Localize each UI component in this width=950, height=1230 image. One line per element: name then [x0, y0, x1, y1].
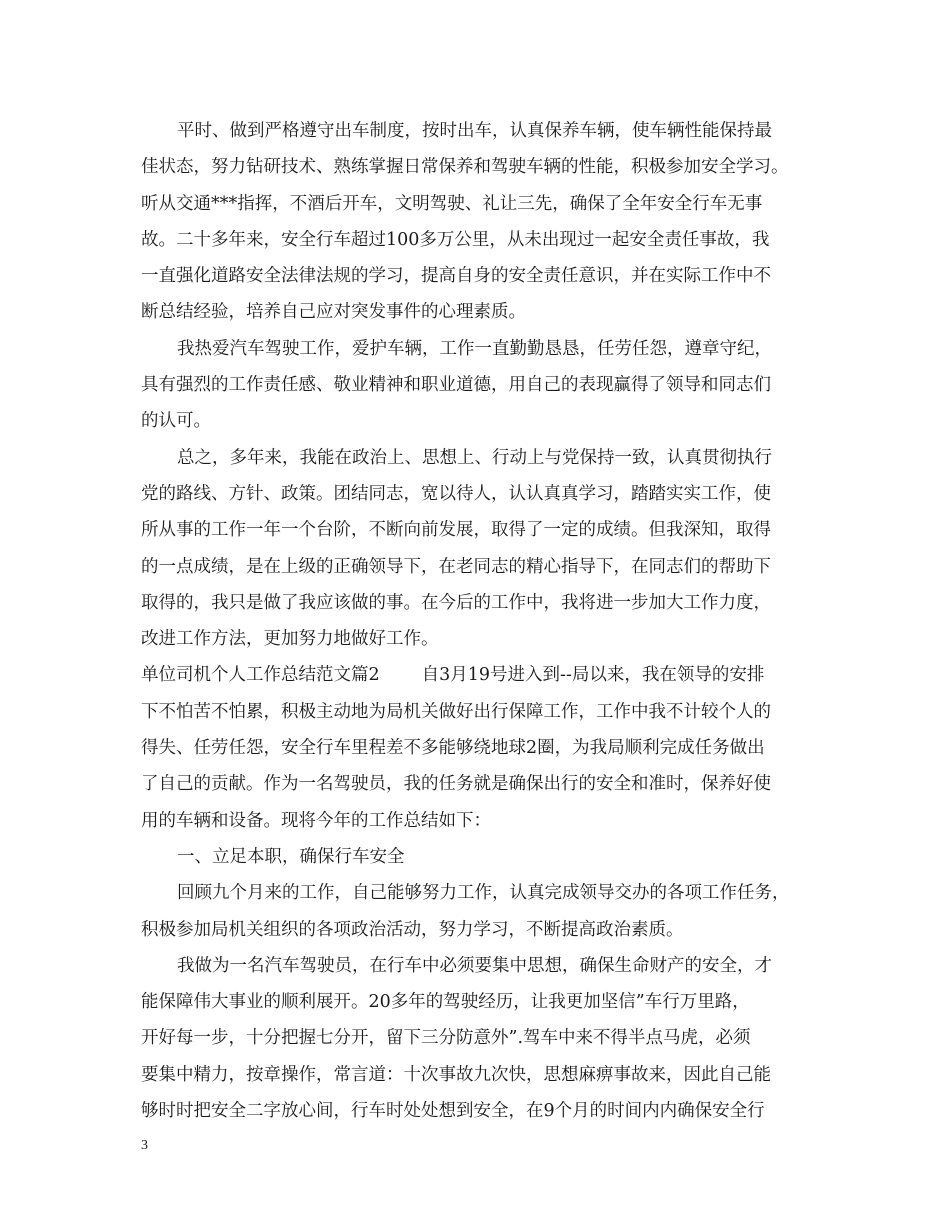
- document-body: [141, 113, 831, 1129]
- text-line: 佳状态，努力钻研技术、熟练掌握日常保养和驾驶车辆的性能，积极参加安全学习。: [141, 157, 789, 178]
- text-line: 听从交通***指挥，不酒后开车，文明驾驶、礼让三先，确保了全年安全行车无事: [141, 193, 763, 214]
- text-line: 够时时把安全二字放心间，行车时处处想到安全，在9个月的时间内内确保安全行: [141, 1101, 765, 1122]
- paragraph-4: [141, 657, 831, 838]
- text-line: 积极参加局机关组织的各项政治活动，努力学习，不断提高政治素质。: [141, 919, 684, 940]
- paragraph-5: [141, 839, 831, 875]
- text-line: 我热爱汽车驾驶工作，爱护车辆，工作一直勤勤恳恳，任劳任怨，遵章守纪，: [177, 338, 772, 359]
- text-fragment: 自3月19号进入到--局以来，我在领导的安排: [421, 665, 765, 686]
- text-line: 党的路线、方针、政策。团结同志，宽以待人，认认真真学习，踏踏实实工作，使: [141, 483, 771, 504]
- text-line: 一直强化道路安全法律法规的学习，提高自身的安全责任意识，并在实际工作中不: [141, 266, 771, 287]
- text-line: 平时、做到严格遵守出车制度，按时出车，认真保养车辆，使车辆性能保持最: [177, 121, 772, 141]
- subsection-title: 一、立足本职，确保行车安全: [177, 846, 405, 867]
- text-line: 改进工作方法，更加努力地做好工作。: [141, 629, 439, 650]
- text-line: 用的车辆和设备。现将今年的工作总结如下：: [141, 810, 491, 831]
- text-line: 的认可。: [141, 411, 211, 432]
- paragraph-6: [141, 875, 831, 948]
- text-line: 开好每一步，十分把握七分开，留下三分防意外”.驾车中来不得半点马虎，必须: [141, 1028, 751, 1049]
- text-line: 的一点成绩，是在上级的正确领导下，在老同志的精心指导下，在同志们的帮助下: [141, 556, 771, 577]
- page-number: 3: [141, 1138, 148, 1153]
- text-line: 具有强烈的工作责任感、敬业精神和职业道德，用自己的表现赢得了领导和同志们: [141, 375, 771, 396]
- paragraph-1: [141, 113, 831, 331]
- paragraph-3: [141, 440, 831, 658]
- section-heading: 单位司机个人工作总结范文篇2: [141, 665, 380, 686]
- text-line: 断总结经验，培养自己应对突发事件的心理素质。: [141, 302, 526, 323]
- text-line: 了自己的贡献。作为一名驾驶员，我的任务就是确保出行的安全和准时，保养好使: [141, 774, 771, 795]
- text-line: 能保障伟大事业的顺利展开。20多年的驾驶经历，让我更加坚信”车行万里路，: [141, 992, 750, 1013]
- text-line: 所从事的工作一年一个台阶，不断向前发展，取得了一定的成绩。但我深知，取得: [141, 520, 771, 541]
- paragraph-2: [141, 331, 831, 440]
- text-line: 回顾九个月来的工作，自己能够努力工作，认真完成领导交办的各项工作任务，: [177, 883, 790, 904]
- section-heading-line: [141, 657, 831, 693]
- text-line: 要集中精力，按章操作，常言道：十次事故九次快，思想麻痹事故来，因此自己能: [141, 1064, 771, 1085]
- text-line: 总之，多年来，我能在政治上、思想上、行动上与党保持一致，认真贯彻执行: [177, 447, 772, 468]
- text-line: 得失、任劳任怨，安全行车里程差不多能够绕地球2圈，为我局顺利完成任务做出: [141, 738, 765, 759]
- text-line: 下不怕苦不怕累，积极主动地为局机关做好出行保障工作，工作中我不计较个人的: [141, 701, 771, 722]
- paragraph-7: [141, 948, 831, 1129]
- text-line: 故。二十多年来，安全行车超过100多万公里，从未出现过一起安全责任事故，我: [141, 229, 770, 250]
- text-line: 取得的，我只是做了我应该做的事。在今后的工作中，我将进一步加大工作力度，: [141, 592, 771, 613]
- text-line: 我做为一名汽车驾驶员，在行车中必须要集中思想，确保生命财产的安全，才: [177, 955, 772, 976]
